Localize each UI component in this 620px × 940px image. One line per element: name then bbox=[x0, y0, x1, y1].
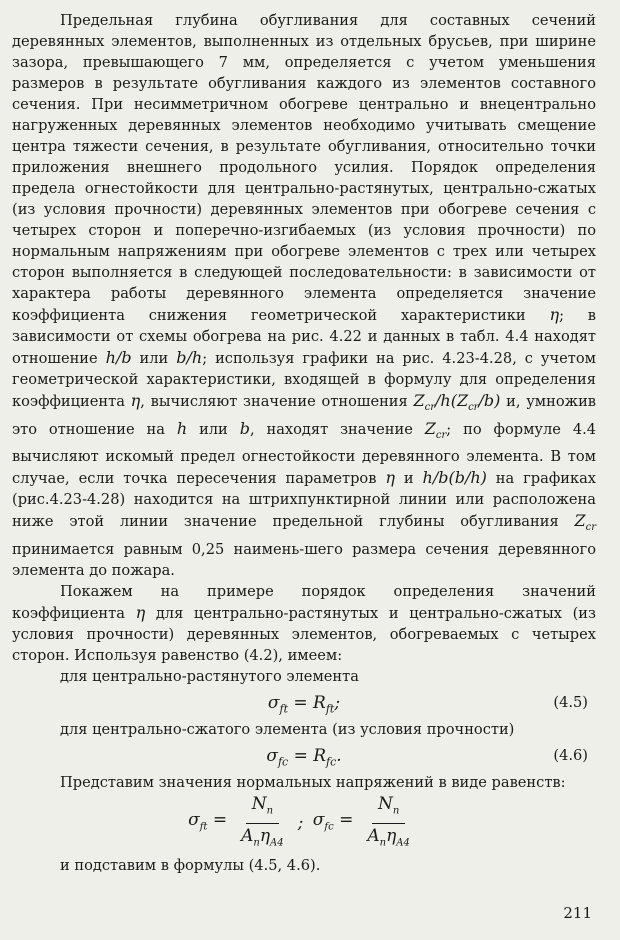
equation-4-6-body: $\sigma_{fc} = R_{fc}$. bbox=[266, 745, 342, 768]
stress-equations: $\sigma_{ft}$ = $\frac{N_n}{A_n\eta_{A4}}$ ; $\sigma_{fc}$ = $\frac{N_n}{A_n\eta_{A4}}$ bbox=[12, 793, 596, 855]
math-hb-bh: h/b(b/h) bbox=[422, 468, 487, 488]
body-text bbox=[12, 10, 596, 876]
equation-4-5 bbox=[12, 687, 596, 719]
equation-number: (4.5) bbox=[553, 693, 588, 711]
sigma-fc: $\sigma_{fc}$ = bbox=[312, 809, 354, 833]
paragraph-1: Предельная глубина обугливания для составных сечений деревянных элементов, выполненных из отдельных брусьев, при ширине зазора, превышающего 7 мм, определяется с учетом уменьшения размеров в результате обугливания каждого из элементов составного сечения. При несимметричном обогреве центрально и внецентрально нагруженных деревянных элементов необходимо учитывать смещение центра тяжести сечения, в результате обугливания, относительно точки приложения внешнего продольного усилия. Порядок определения предела огнестойкости для центрально-растянутых, центрально-сжатых (из условия прочности) деревянных элементов при обогреве сечения с четырех сторон и поперечно-изгибаемых (из условия прочности) по нормальным напряжениям при обогреве элементов с трех или четырех сторон выполняется в следующей последовательности: в зависимости от характера работы деревянного элемента определяется значение коэффициента снижения геометрической характеристики η; в зависимости от схемы обогрева на рис. 4.22 и данных в табл. 4.4 находят отношение h/b или b/h; используя графики на рис. 4.23-4.28, с учетом геометрической характеристики, входящей в формулу для определения коэффициента η, вычисляют значение отношения $Z_{cr}/h(Z_{cr}/b)$ и, умножив это отношение на h или b, находят значение $Z_{cr}$; по формуле 4.4 вычисляют искомый предел огнестойкости деревянного элемента. В том случае, если точка пересечения параметров η и h/b(b/h) на графиках (рис.4.23-4.28) находится на штрихпунктирной линии или расположена ниже этой линии значение предельной глубины обугливания $Z_{cr}$ принимается равным 0,25 наимень-шего размера сечения деревянного элемента до пожара. bbox=[12, 12, 597, 579]
sigma-ft: $\sigma_{ft}$ = bbox=[188, 809, 228, 833]
math-eta: η bbox=[135, 602, 146, 622]
equation-number: (4.6) bbox=[553, 746, 588, 764]
math-zcr: $Z_{cr}$ bbox=[424, 419, 447, 442]
equation-4-6 bbox=[12, 740, 596, 772]
paragraph-2: Покажем на примере порядок определения значений коэффициента η для центрально-растянутых и центрально-сжатых (из условия прочности) деревянных элементов, обогреваемых с четырех сторон. Используя равенство (4.2), имеем: bbox=[12, 582, 596, 664]
math-eta: η bbox=[549, 305, 560, 324]
math-b: b bbox=[239, 419, 250, 439]
line-stresses: Представим значения нормальных напряжений в виде равенств: bbox=[60, 773, 566, 791]
line-tension: для центрально-растянутого элемента bbox=[60, 667, 359, 685]
line-substitute: и подставим в формулы (4.5, 4.6). bbox=[60, 856, 321, 874]
equation-4-5-body: $\sigma_{ft} = R_{ft}$; bbox=[267, 692, 341, 715]
math-eta: η bbox=[385, 468, 395, 488]
page-number: 211 bbox=[563, 904, 592, 922]
math-h: h bbox=[176, 419, 188, 439]
math-b-over-h: b/h bbox=[176, 348, 203, 367]
math-eta: η bbox=[130, 391, 141, 410]
fraction-ft: $\frac{N_n}{A_n\eta_{A4}}$ bbox=[241, 793, 284, 849]
fraction-fc: $\frac{N_n}{A_n\eta_{A4}}$ bbox=[367, 793, 410, 849]
math-zcr-ratio: $Z_{cr}/h(Z_{cr}/b)$ bbox=[413, 391, 501, 414]
math-h-over-b: h/b bbox=[105, 348, 132, 367]
math-zcr: $Z_{cr}$ bbox=[574, 511, 596, 534]
line-compression: для центрально-сжатого элемента (из условия прочности) bbox=[60, 720, 515, 738]
